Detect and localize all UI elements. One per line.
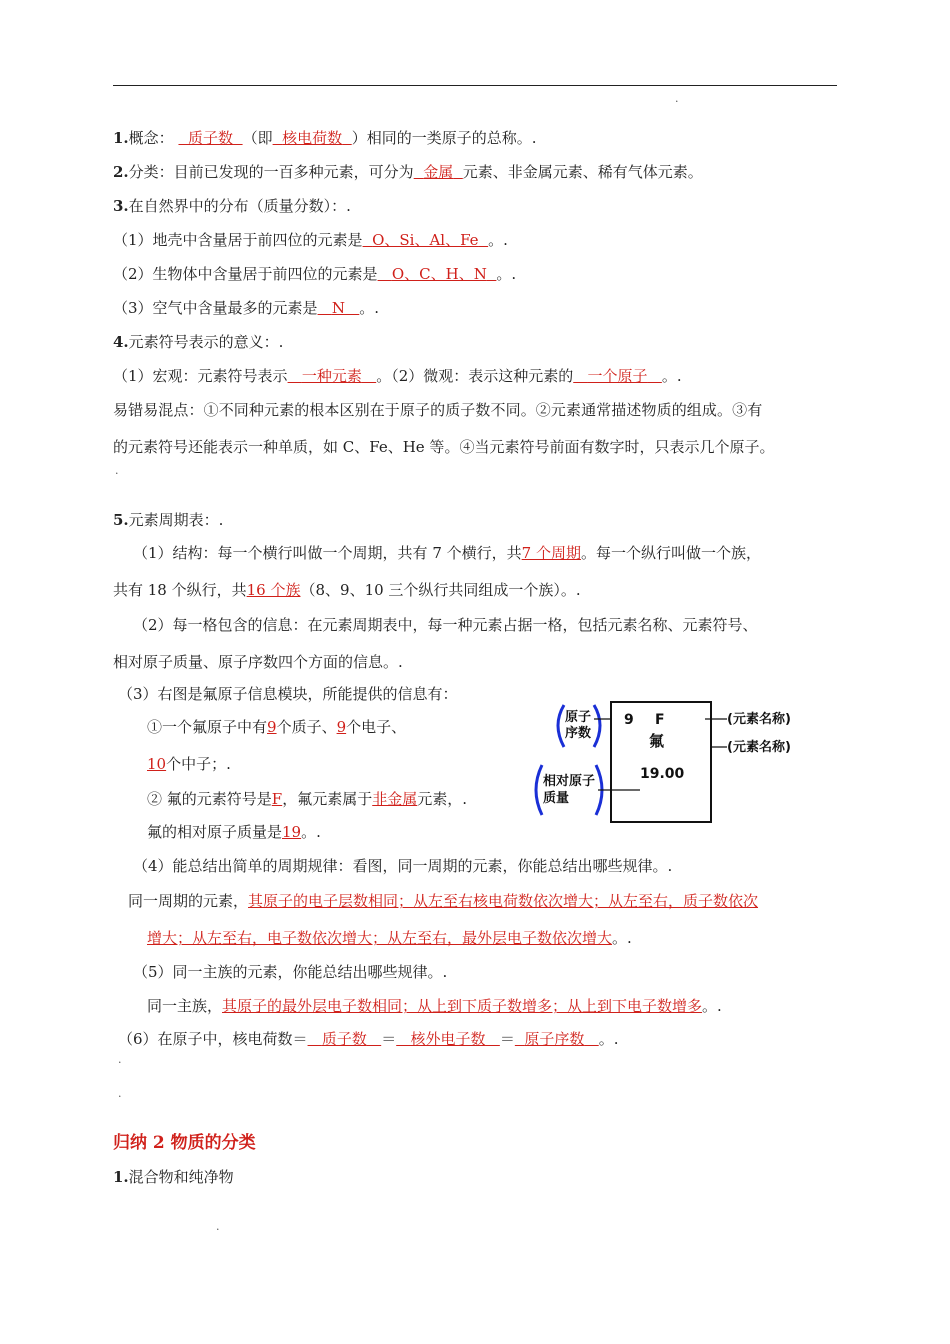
label-atomic-number-1: 原子: [565, 710, 592, 725]
dot-mark: .: [216, 1220, 220, 1233]
para-5-4b: 增大；从左至右，电子数依次增大；从左至右，最外层电子数依次增大。.: [147, 929, 632, 947]
para-4: 4.元素符号表示的意义：.: [113, 333, 284, 351]
element-number: 9: [624, 712, 634, 728]
para-3-2: （2）生物体中含量居于前四位的元素是 O、C、H、N 。.: [113, 265, 517, 283]
para-4-1: （1）宏观：元素符号表示 一种元素 。（2）微观：表示这种元素的 一个原子 。.: [113, 367, 682, 385]
para-3-3: （3）空气中含量最多的元素是 N 。.: [113, 299, 380, 317]
para-5-1a: （1）结构：每一个横行叫做一个周期，共有 7 个横行，共7 个周期。每一个纵行叫做一个族，: [133, 544, 761, 562]
bracket-number-left: [558, 705, 564, 747]
bracket-mass-left: [536, 765, 542, 815]
element-mass: 19.00: [640, 766, 685, 782]
para-2: 2.分类：目前已发现的一百多种元素，可分为 金属 元素、非金属元素、稀有气体元素。: [113, 163, 703, 181]
label-mass-1: 相对原子: [543, 774, 596, 789]
para-3: 3.在自然界中的分布（质量分数）：.: [113, 197, 351, 215]
bracket-number-right: [594, 705, 600, 747]
label-mass-2: 质量: [543, 791, 570, 806]
element-name: 氟: [649, 732, 665, 750]
label-name: (元素名称): [727, 740, 791, 755]
para-3-1: （1）地壳中含量居于前四位的元素是 O、Si、Al、Fe 。.: [113, 231, 508, 249]
dot-mark: .: [115, 464, 119, 477]
section-heading: 归纳 2 物质的分类: [113, 1133, 256, 1153]
para-5-6: （6）在原子中，核电荷数＝ 质子数 ＝ 核外电子数 ＝ 原子序数 。.: [118, 1030, 619, 1048]
para-5: 5.元素周期表：.: [113, 511, 224, 529]
sub-heading-1: 1.混合物和纯净物: [113, 1168, 234, 1186]
dot-mark: .: [675, 92, 679, 105]
para-5-2b: 相对原子质量、原子序数四个方面的信息。.: [113, 653, 403, 671]
para-5-3c: ② 氟的元素符号是F，氟元素属于非金属元素，.: [147, 790, 468, 808]
para-5-5a: 同一主族，其原子的最外层电子数相同；从上到下质子数增多；从上到下电子数增多。.: [147, 997, 722, 1015]
note-line-2: 的元素符号还能表示一种单质，如 C、Fe、He 等。④当元素符号前面有数字时，只表示几个原子。: [113, 438, 775, 456]
para-1: 1.概念： 质子数 （即 核电荷数 ）相同的一类原子的总称。.: [113, 129, 537, 147]
label-symbol: (元素名称): [727, 712, 791, 727]
para-5-3: （3）右图是氟原子信息模块，所能提供的信息有：: [118, 685, 458, 703]
note-line-1: 易错易混点：①不同种元素的根本区别在于原子的质子数不同。②元素通常描述物质的组成。③有: [113, 401, 763, 419]
element-tile-annotations: [520, 695, 820, 825]
element-symbol: F: [655, 712, 665, 728]
top-rule: [113, 85, 837, 86]
label-atomic-number-2: 序数: [565, 726, 592, 741]
para-5-5: （5）同一主族的元素，你能总结出哪些规律。.: [133, 963, 448, 981]
para-5-4: （4）能总结出简单的周期规律：看图，同一周期的元素，你能总结出哪些规律。.: [133, 857, 673, 875]
para-5-3a: ①一个氟原子中有9个质子、9个电子、: [147, 718, 407, 736]
dot-mark: .: [118, 1053, 122, 1066]
para-5-4a: 同一周期的元素，其原子的电子层数相同；从左至右核电荷数依次增大；从左至右，质子数依次: [128, 892, 759, 910]
para-5-3b: 10个中子；.: [147, 755, 231, 773]
para-5-2a: （2）每一格包含的信息：在元素周期表中，每一种元素占据一格，包括元素名称、元素符号、: [133, 616, 758, 634]
dot-mark: .: [118, 1087, 122, 1100]
para-5-3d: 氟的相对原子质量是19。.: [147, 823, 321, 841]
para-5-1b: 共有 18 个纵行，共16 个族（8、9、10 三个纵行共同组成一个族）。.: [113, 581, 581, 599]
